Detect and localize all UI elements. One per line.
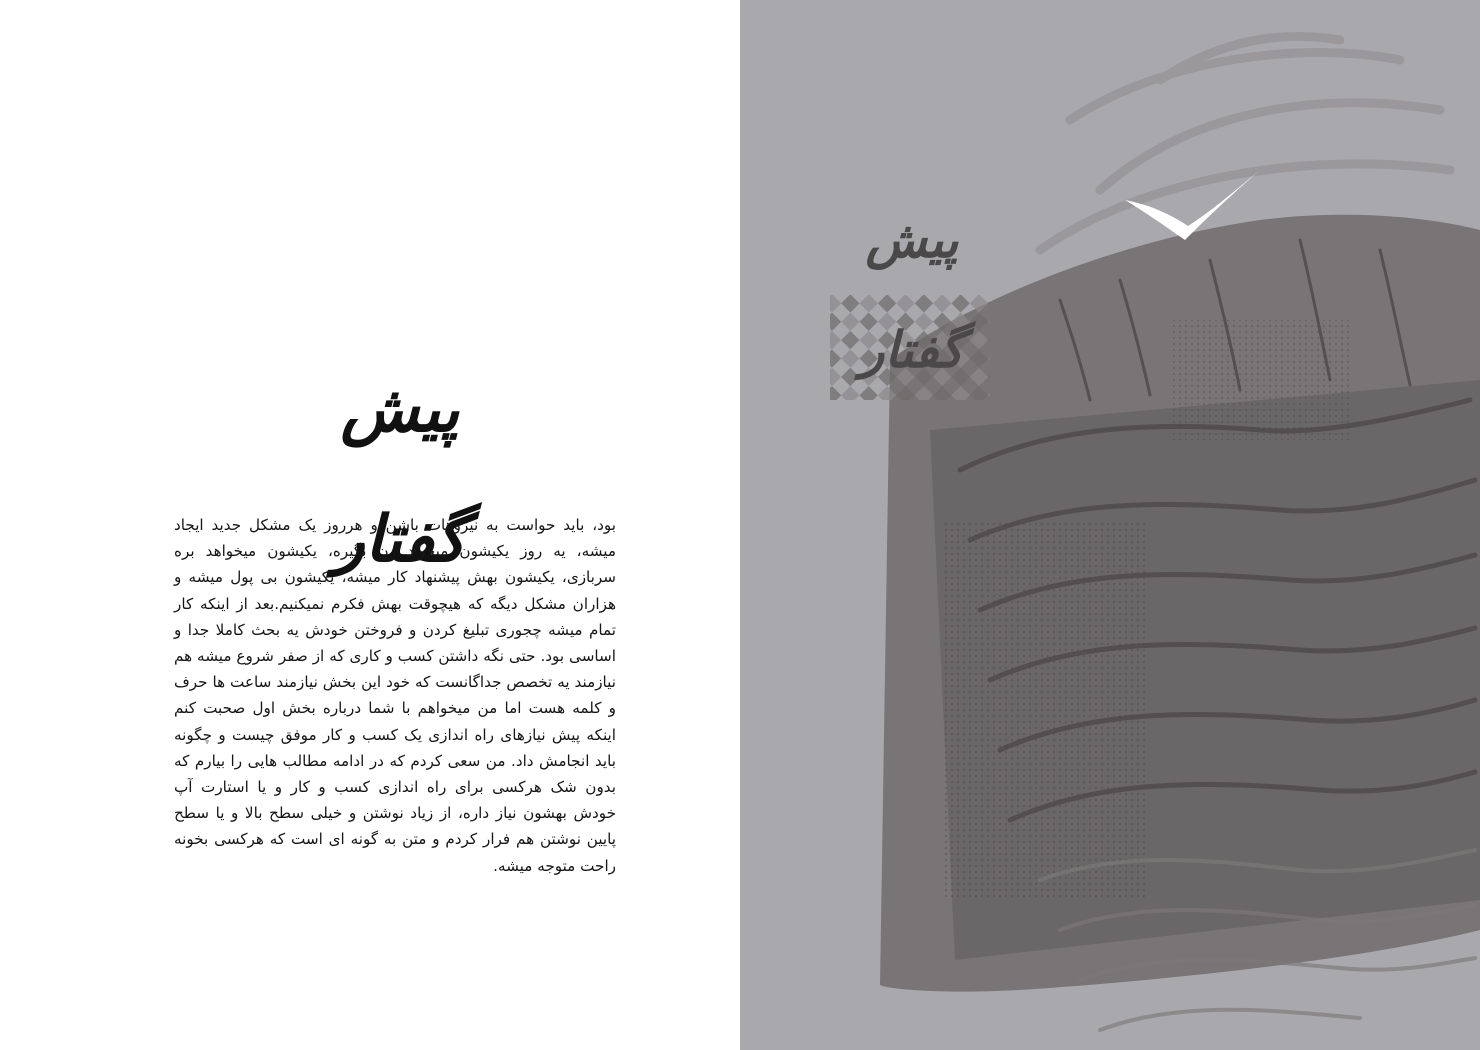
page-title: پیش گفتار (333, 372, 467, 577)
right-page (740, 0, 1480, 1050)
artwork-title: پیش گفتار (860, 210, 964, 379)
preface-paragraph: بود، باید حواست به نیروهات باشن و هرروز یک مشکل جدید ایجاد میشه، یه روز یکیشون میخواد زن بگیره، یکیشون میخواهد بره سربازی، یکیشون بهش پیشنهاد کار میشه، یکیشون بی پول میشه و هزاران مشکل دیگه که هیچوقت بهش فکرم نمیکنیم.بعد از اینکه کار تمام میشه چجوری تبلیغ کردن و فروختن خودش یه بحث کاملا جدا و اساسی بود. حتی نگه داشتن کسب و کاری که از صفر شروع میشه هم نیازمند یه تخصص جداگانست که خود این بخش نیازمند ساعت ها حرف و کلمه هست اما من میخواهم با شما درباره بخش اول صحبت کنم اینکه پیش نیازهای راه اندازی یک کسب و کار موفق چیست و چگونه باید انجامش داد. من سعی کردم که در ادامه مطالب هایی را بیارم که بدون شک هرکسی برای راه اندازی کسب و کار و یا استارت آپ خودش بهشون نیاز داره، از زیاد نوشتن و خیلی سطح بالا و یا سطح پایین نوشتن هم فرار کردم و متن به گونه ای است که هرکسی بخونه راحت متوجه میشه. (174, 516, 616, 875)
calligraphy-artwork (740, 0, 1480, 1050)
